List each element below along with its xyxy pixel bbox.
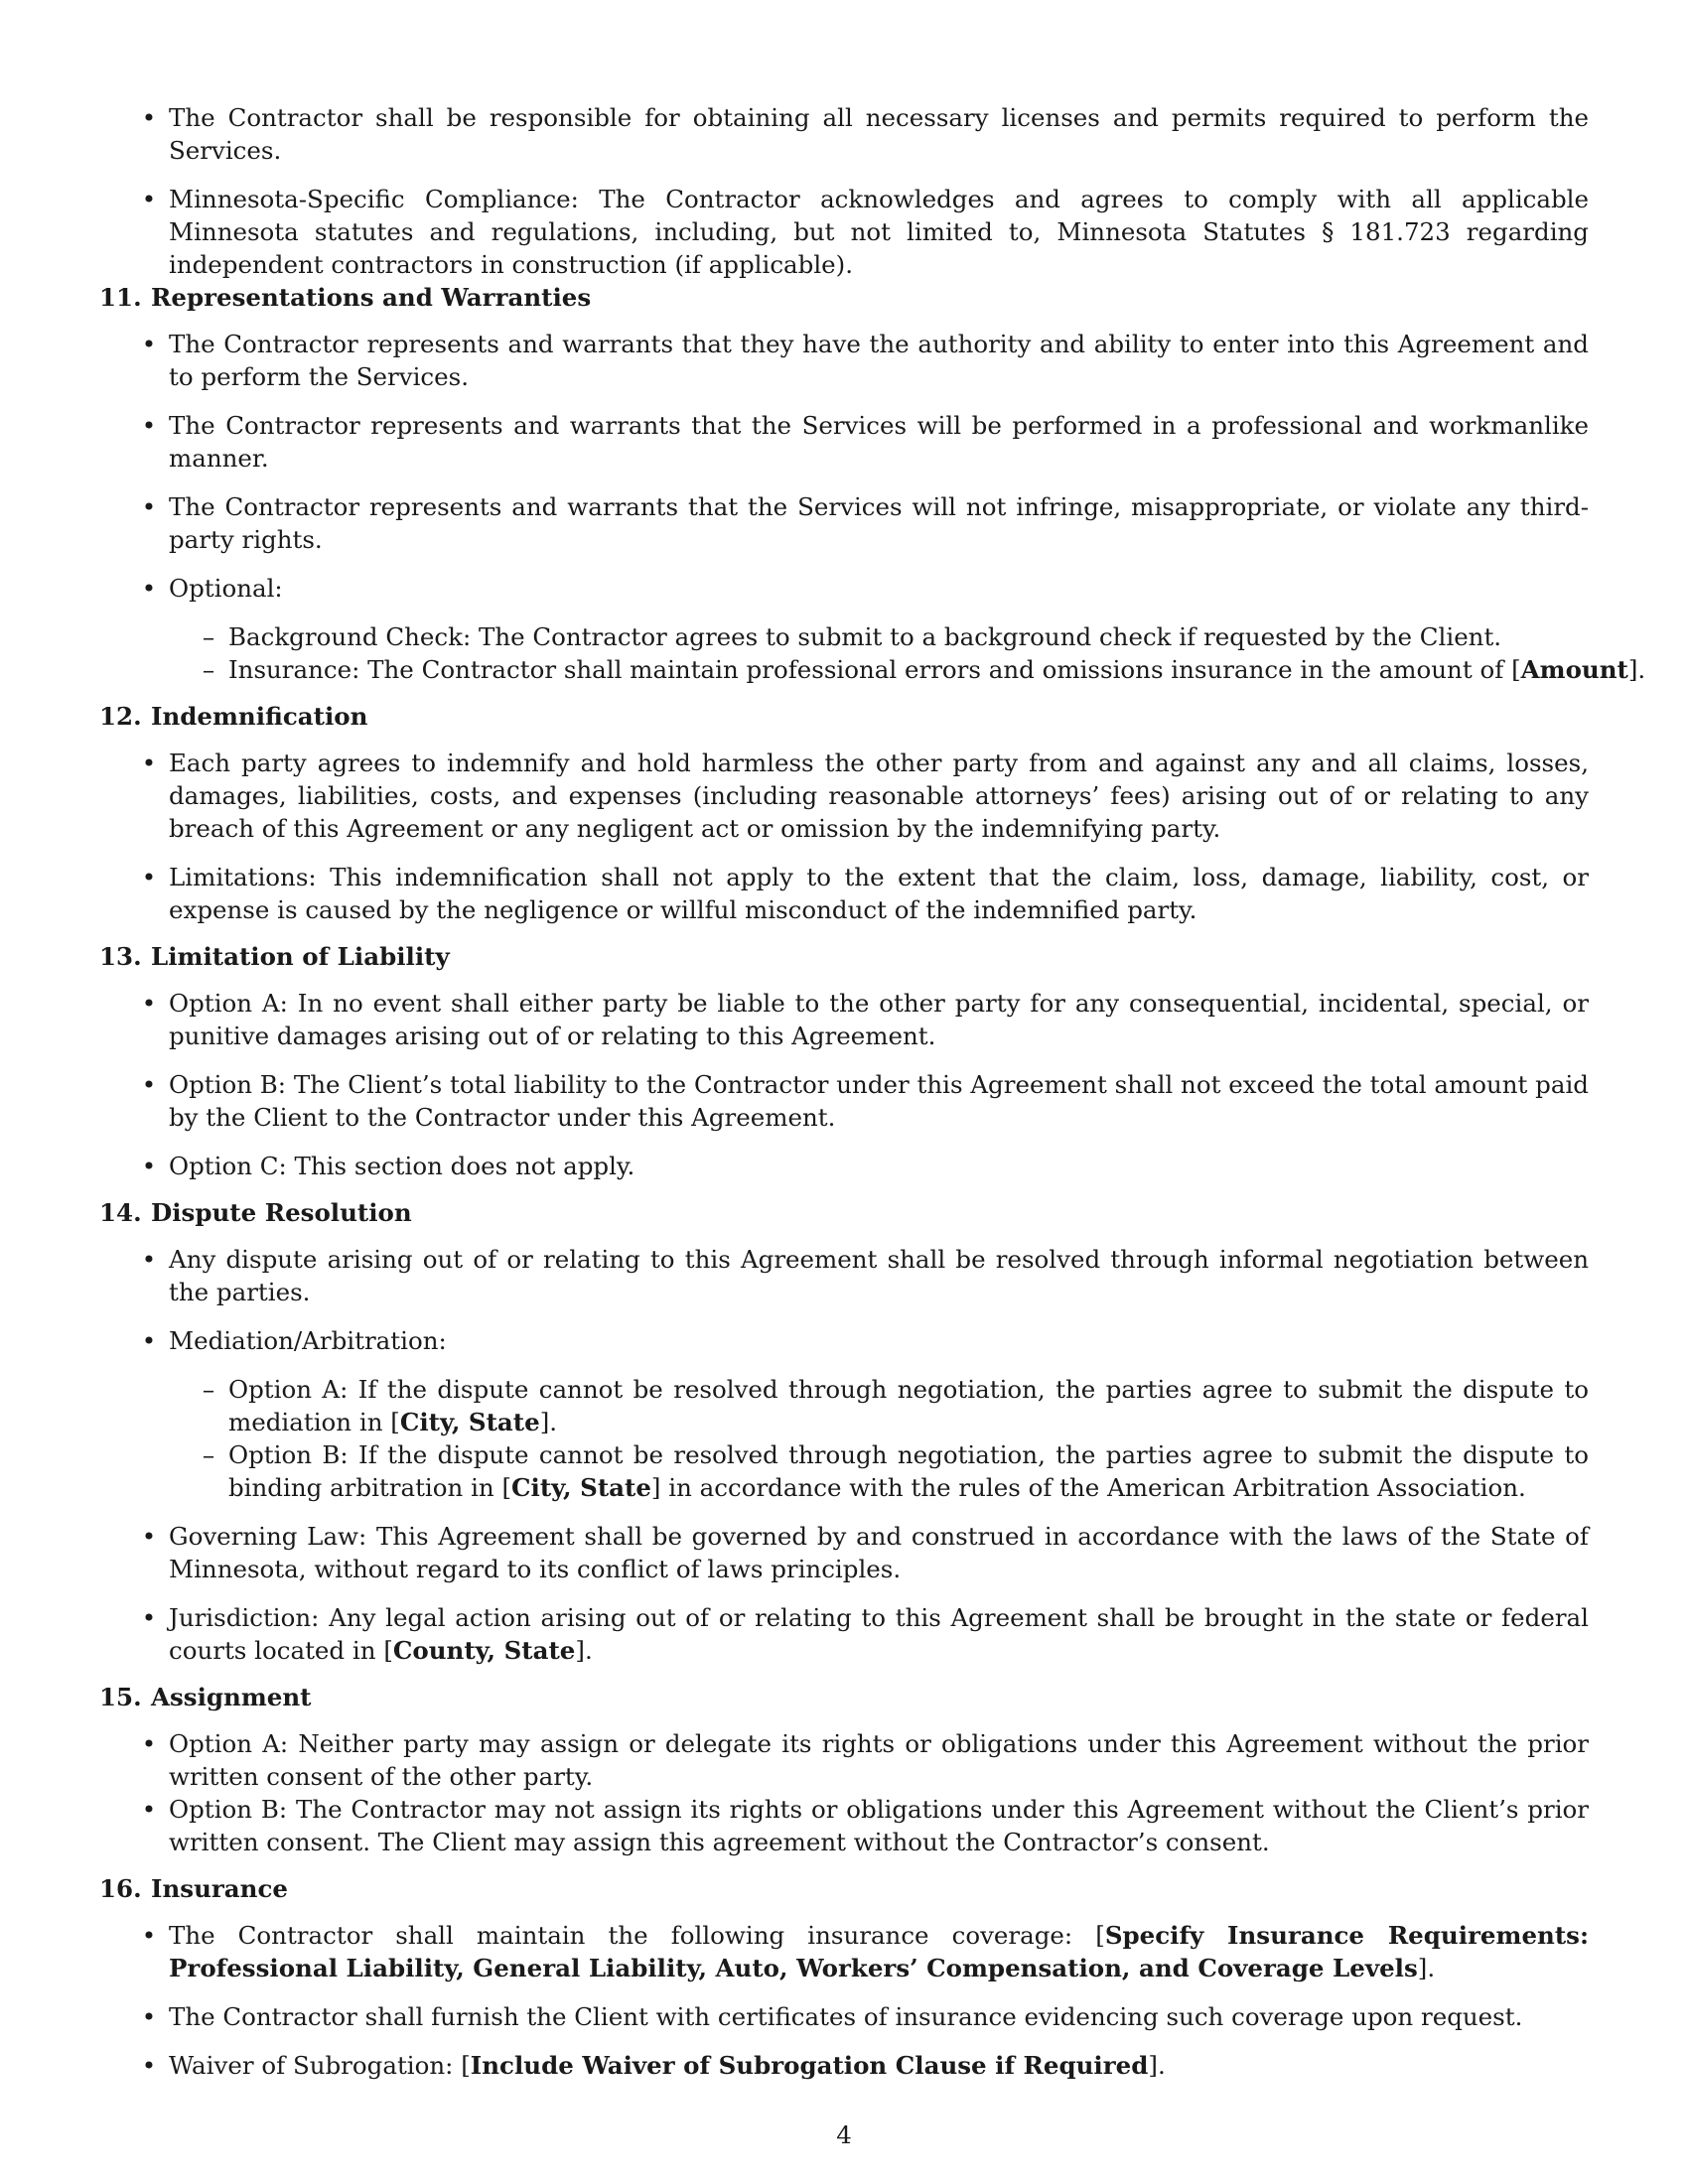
- sub-list: [169, 1373, 1589, 1504]
- section-heading: [99, 1681, 1589, 1713]
- section-insurance: [99, 1872, 1589, 2082]
- placeholder-waiver-clause: Include Waiver of Subrogation Clause if Required: [470, 2051, 1149, 2080]
- bullet-icon: •: [141, 185, 157, 213]
- list-item-optional: • Optional: – Background Check: The Contractor agrees to submit to a background check if requested by the Client. – Insurance: The Contractor shall maintain professional errors and omissions insurance in the amount of [Amount].: [99, 572, 1589, 686]
- bullet-icon: •: [141, 1152, 157, 1180]
- section-heading: [99, 1872, 1589, 1905]
- bullet-icon: •: [141, 574, 157, 603]
- continued-list: [99, 101, 1589, 281]
- list-item: • Waiver of Subrogation: [Include Waiver of Subrogation Clause if Required].: [99, 2049, 1589, 2082]
- sub-list-item: – Background Check: The Contractor agrees to submit to a background check if requested by the Client.: [169, 620, 1589, 653]
- section-number: 13.: [99, 942, 142, 971]
- bullet-icon: •: [141, 1921, 157, 1950]
- section-title: Assignment: [151, 1683, 312, 1711]
- section-heading: [99, 700, 1589, 733]
- bullet-icon: •: [141, 1795, 157, 1824]
- bullet-icon: •: [141, 1522, 157, 1551]
- list-item: • Any dispute arising out of or relating to this Agreement shall be resolved through informal negotiation between the parties.: [99, 1243, 1589, 1308]
- sub-list-item: – Insurance: The Contractor shall maintain professional errors and omissions insurance in the amount of [Amount].: [169, 653, 1589, 686]
- sub-list-item: – Option A: If the dispute cannot be resolved through negotiation, the parties agree to submit the dispute to mediation in [City, State].: [169, 1373, 1589, 1438]
- bullet-icon: •: [141, 1326, 157, 1355]
- list-item: • The Contractor shall be responsible for obtaining all necessary licenses and permits required to perform the Services.: [99, 101, 1589, 167]
- section-representations-warranties: [99, 281, 1646, 686]
- dash-icon: –: [202, 655, 215, 684]
- list-item: • Limitations: This indemnification shall not apply to the extent that the claim, loss, damage, liability, cost, or expense is caused by the negligence or willful misconduct of the indemnified party.: [99, 861, 1589, 926]
- section-list: [99, 1727, 1589, 1858]
- section-number: 11.: [99, 283, 142, 312]
- placeholder-city-state: City, State: [399, 1408, 540, 1436]
- dash-icon: –: [202, 1375, 215, 1404]
- section-number: 15.: [99, 1683, 142, 1711]
- section-limitation-of-liability: [99, 940, 1589, 1182]
- section-title: Indemnification: [151, 702, 368, 731]
- list-item: • Governing Law: This Agreement shall be governed by and construed in accordance with the laws of the State of Minnesota, without regard to its conflict of laws principles.: [99, 1520, 1589, 1585]
- bullet-icon: •: [141, 2051, 157, 2080]
- bullet-icon: •: [141, 863, 157, 891]
- section-heading: [99, 940, 1589, 973]
- list-item: • Option A: In no event shall either party be liable to the other party for any consequential, incidental, special, or punitive damages arising out of or relating to this Agreement.: [99, 987, 1589, 1052]
- section-heading: [99, 1196, 1589, 1229]
- section-title: Limitation of Liability: [151, 942, 450, 971]
- dash-icon: –: [202, 622, 215, 651]
- section-list: [99, 328, 1646, 686]
- section-list: [99, 747, 1589, 926]
- page-number: 4: [836, 2120, 852, 2149]
- bullet-icon: •: [141, 749, 157, 777]
- section-list: [99, 1243, 1589, 1667]
- section-number: 12.: [99, 702, 142, 731]
- bullet-icon: •: [141, 411, 157, 440]
- section-indemnification: [99, 700, 1589, 926]
- list-item: • The Contractor represents and warrants that they have the authority and ability to enter into this Agreement and to perform the Services.: [99, 328, 1589, 393]
- list-item: • Minnesota-Specific Compliance: The Contractor acknowledges and agrees to comply with all applicable Minnesota statutes and regulations, including, but not limited to, Minnesota Statutes § 181.723 regarding independent contractors in construction (if applicable).: [99, 183, 1589, 281]
- section-assignment: [99, 1681, 1589, 1858]
- list-item: • The Contractor represents and warrants that the Services will not infringe, misappropriate, or violate any third-party rights.: [99, 490, 1589, 556]
- bullet-icon: •: [141, 2002, 157, 2031]
- list-item: • Option A: Neither party may assign or delegate its rights or obligations under this Agreement without the prior written consent of the other party.: [99, 1727, 1589, 1793]
- bullet-icon: •: [141, 1245, 157, 1274]
- list-item: • Each party agrees to indemnify and hold harmless the other party from and against any and all claims, losses, damages, liabilities, costs, and expenses (including reasonable attorneys’ fees) arising out of or relating to any breach of this Agreement or any negligent act or omission by the indemnifying party.: [99, 747, 1589, 845]
- placeholder-city-state: City, State: [511, 1473, 651, 1502]
- list-item-mediation: • Mediation/Arbitration: – Option A: If the dispute cannot be resolved through negotiation, the parties agree to submit the dispute to mediation in [City, State]. – Option B: If the dispute cannot be resolved through negotiation, the parties agree to submit the dispute to binding arbitration in [City, State] in accordance with the rules of the American Arbitration Association.: [99, 1324, 1589, 1504]
- placeholder-insurance-requirements: Specify Insurance Requirements: Professional Liability, General Liability, Auto, Workers’ Compensation, and Coverage Levels: [169, 1921, 1589, 1982]
- section-number: 16.: [99, 1874, 142, 1903]
- section-list: [99, 987, 1589, 1182]
- bullet-icon: •: [141, 1729, 157, 1758]
- section-title: Representations and Warranties: [151, 283, 592, 312]
- list-item: • Option C: This section does not apply.: [99, 1150, 1589, 1182]
- bullet-icon: •: [141, 103, 157, 132]
- bullet-icon: •: [141, 989, 157, 1018]
- bullet-icon: •: [141, 492, 157, 521]
- sub-list: [169, 620, 1646, 686]
- section-title: Dispute Resolution: [151, 1198, 412, 1227]
- section-heading: [99, 281, 1589, 314]
- list-item: • Option B: The Contractor may not assign its rights or obligations under this Agreement without the Client’s prior written consent. The Client may assign this agreement without the Contractor’s consent.: [99, 1793, 1589, 1858]
- bullet-icon: •: [141, 330, 157, 358]
- section-number: 14.: [99, 1198, 142, 1227]
- list-item: • Jurisdiction: Any legal action arising out of or relating to this Agreement shall be brought in the state or federal courts located in [County, State].: [99, 1601, 1589, 1667]
- section-title: Insurance: [151, 1874, 288, 1903]
- section-dispute-resolution: [99, 1196, 1589, 1667]
- sub-list-item: – Option B: If the dispute cannot be resolved through negotiation, the parties agree to submit the dispute to binding arbitration in [City, State] in accordance with the rules of the American Arbitration Association.: [169, 1438, 1589, 1504]
- placeholder-county-state: County, State: [392, 1636, 576, 1665]
- dash-icon: –: [202, 1440, 215, 1469]
- bullet-icon: •: [141, 1603, 157, 1632]
- section-list: [99, 1919, 1589, 2082]
- bullet-icon: •: [141, 1070, 157, 1099]
- placeholder-amount: Amount: [1520, 655, 1628, 684]
- list-item: • The Contractor shall furnish the Client with certificates of insurance evidencing such coverage upon request.: [99, 2000, 1589, 2033]
- list-item: • The Contractor shall maintain the following insurance coverage: [Specify Insurance Requirements: Professional Liability, General Liability, Auto, Workers’ Compensation, and Coverage Levels].: [99, 1919, 1589, 1984]
- list-item: • Option B: The Client’s total liability to the Contractor under this Agreement shall not exceed the total amount paid by the Client to the Contractor under this Agreement.: [99, 1068, 1589, 1134]
- list-item: • The Contractor represents and warrants that the Services will be performed in a professional and workmanlike manner.: [99, 409, 1589, 475]
- document-body: [99, 101, 1646, 2096]
